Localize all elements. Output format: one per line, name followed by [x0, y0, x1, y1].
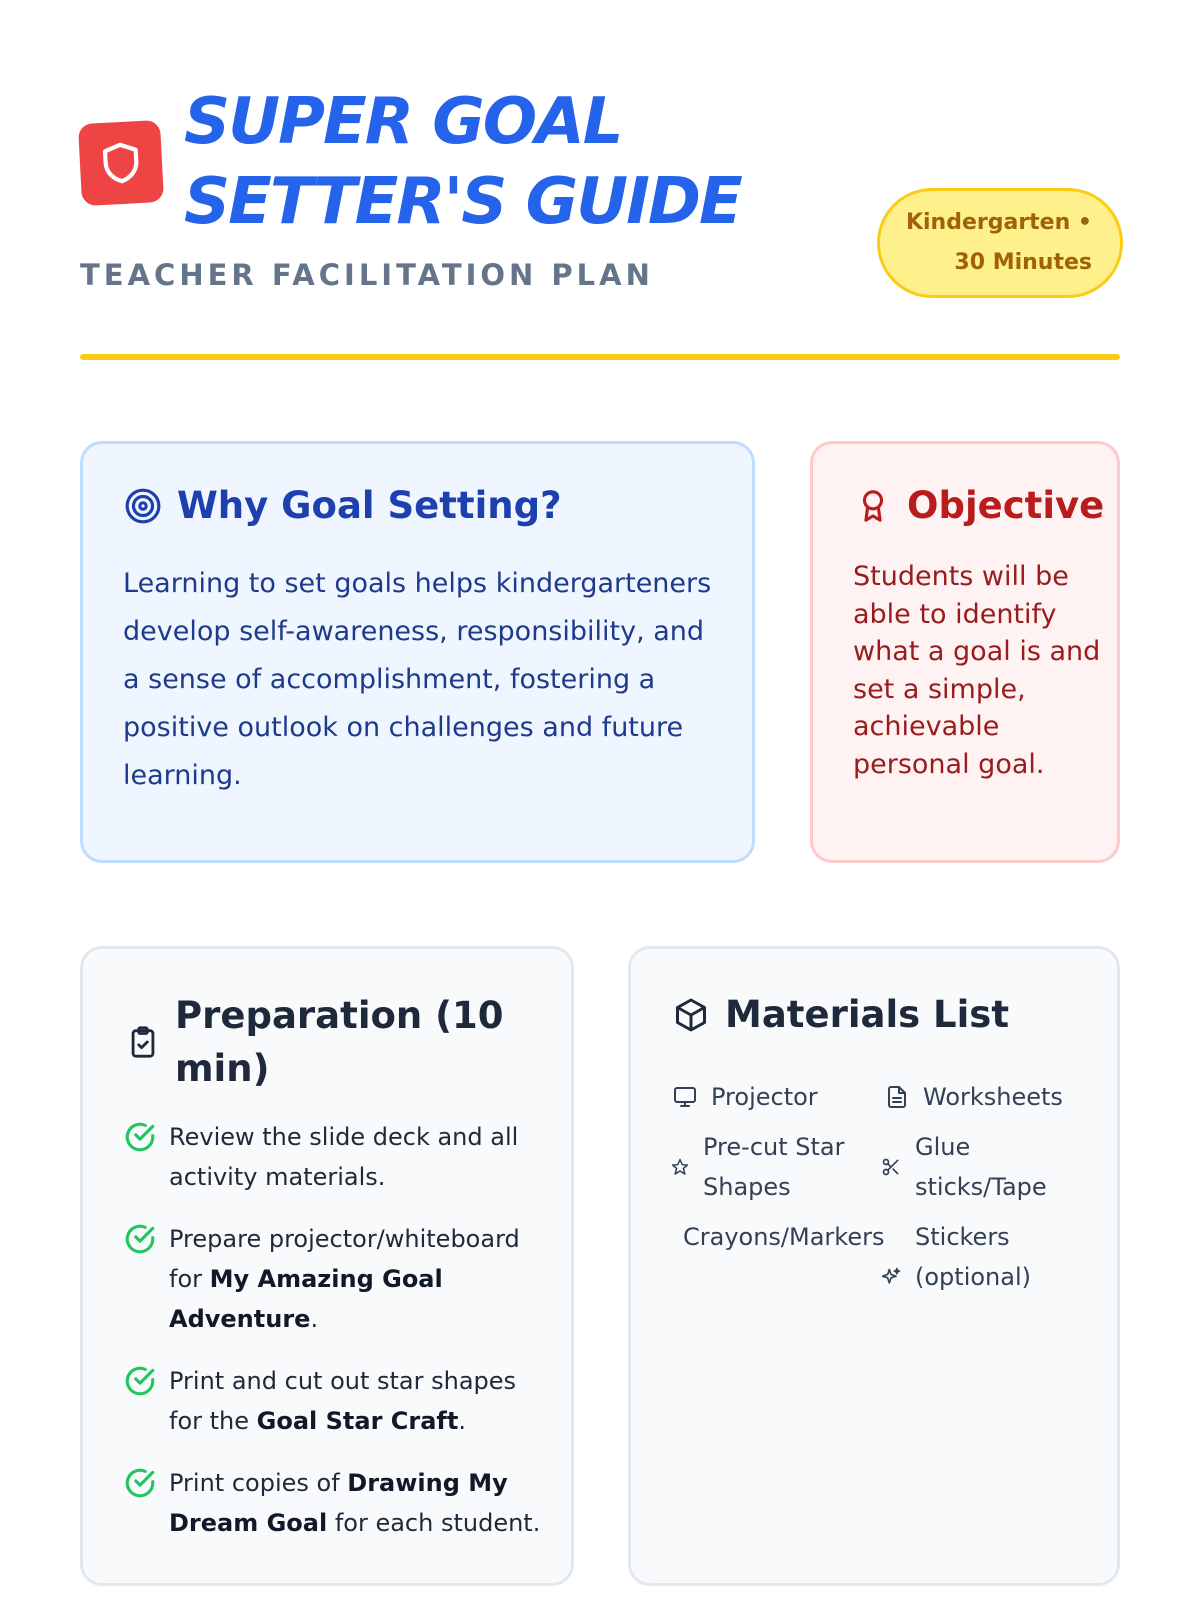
checklist-text: Review the slide deck and all activity materials. — [169, 1123, 519, 1191]
badge-duration: 30 Minutes — [954, 250, 1092, 275]
award-icon — [853, 486, 893, 526]
check-circle-icon — [123, 1120, 157, 1154]
material-item-crayons: Crayons/Markers — [683, 1223, 885, 1251]
target-icon — [123, 486, 163, 526]
shield-icon — [97, 139, 145, 187]
objective-card — [810, 441, 1120, 863]
material-item-projector: Projector — [671, 1077, 818, 1117]
check-circle-icon — [123, 1466, 157, 1500]
why-body-text: Learning to set goals helps kindergarteners develop self-awareness, responsibility, and a sense of accomplishment, fostering a positive outlook on challenges and future learning. — [123, 568, 712, 791]
why-card-title — [123, 484, 562, 527]
list-item — [123, 1117, 543, 1197]
objective-body-text: Students will be able to identify what a goal is and set a simple, achievable personal goal. — [853, 561, 1101, 780]
monitor-icon — [671, 1083, 699, 1111]
badge-grade: Kindergarten • — [905, 210, 1092, 235]
why-goal-setting-card — [80, 441, 755, 863]
preparation-checklist — [123, 1117, 543, 1565]
sparkles-icon — [881, 1263, 901, 1291]
star-icon — [671, 1153, 689, 1181]
box-icon — [671, 995, 711, 1035]
material-item-glue-tape: Glue sticks/Tape — [881, 1127, 1081, 1207]
why-title-text: Why Goal Setting? — [177, 484, 562, 527]
materials-card-title — [671, 993, 1009, 1036]
preparation-card — [80, 946, 574, 1586]
list-item — [123, 1361, 543, 1441]
checklist-text: Print copies of Drawing My Dream Goal for each student. — [169, 1469, 541, 1537]
title-line-1: SUPER GOAL — [184, 85, 622, 159]
check-circle-icon — [123, 1364, 157, 1398]
grade-duration-badge — [877, 188, 1123, 298]
page-subtitle: TEACHER FACILITATION PLAN — [80, 258, 654, 292]
preparation-card-title — [123, 989, 515, 1095]
document-icon — [883, 1083, 911, 1111]
scissors-icon — [881, 1153, 901, 1181]
checklist-text: Prepare projector/whiteboard for My Amazing Goal Adventure. — [169, 1225, 520, 1333]
objective-card-title — [853, 484, 1104, 527]
clipboard-check-icon — [123, 1022, 163, 1062]
check-circle-icon — [123, 1222, 157, 1256]
shield-logo — [78, 120, 164, 206]
checklist-text: Print and cut out star shapes for the Goal Star Craft. — [169, 1367, 517, 1435]
preparation-title-text: Preparation (10 min) — [175, 994, 504, 1090]
objective-title-text: Objective — [907, 484, 1105, 527]
list-item — [123, 1463, 543, 1543]
material-item-stickers: Stickers (optional) — [881, 1217, 1081, 1297]
material-item-worksheets: Worksheets — [883, 1077, 1063, 1117]
page-title — [184, 82, 904, 242]
header-divider — [80, 354, 1120, 360]
title-line-2: SETTER'S GUIDE — [184, 165, 741, 239]
list-item — [123, 1219, 543, 1339]
material-item-star-shapes: Pre-cut Star Shapes — [671, 1127, 871, 1207]
materials-card — [628, 946, 1120, 1586]
materials-title-text: Materials List — [725, 993, 1010, 1036]
